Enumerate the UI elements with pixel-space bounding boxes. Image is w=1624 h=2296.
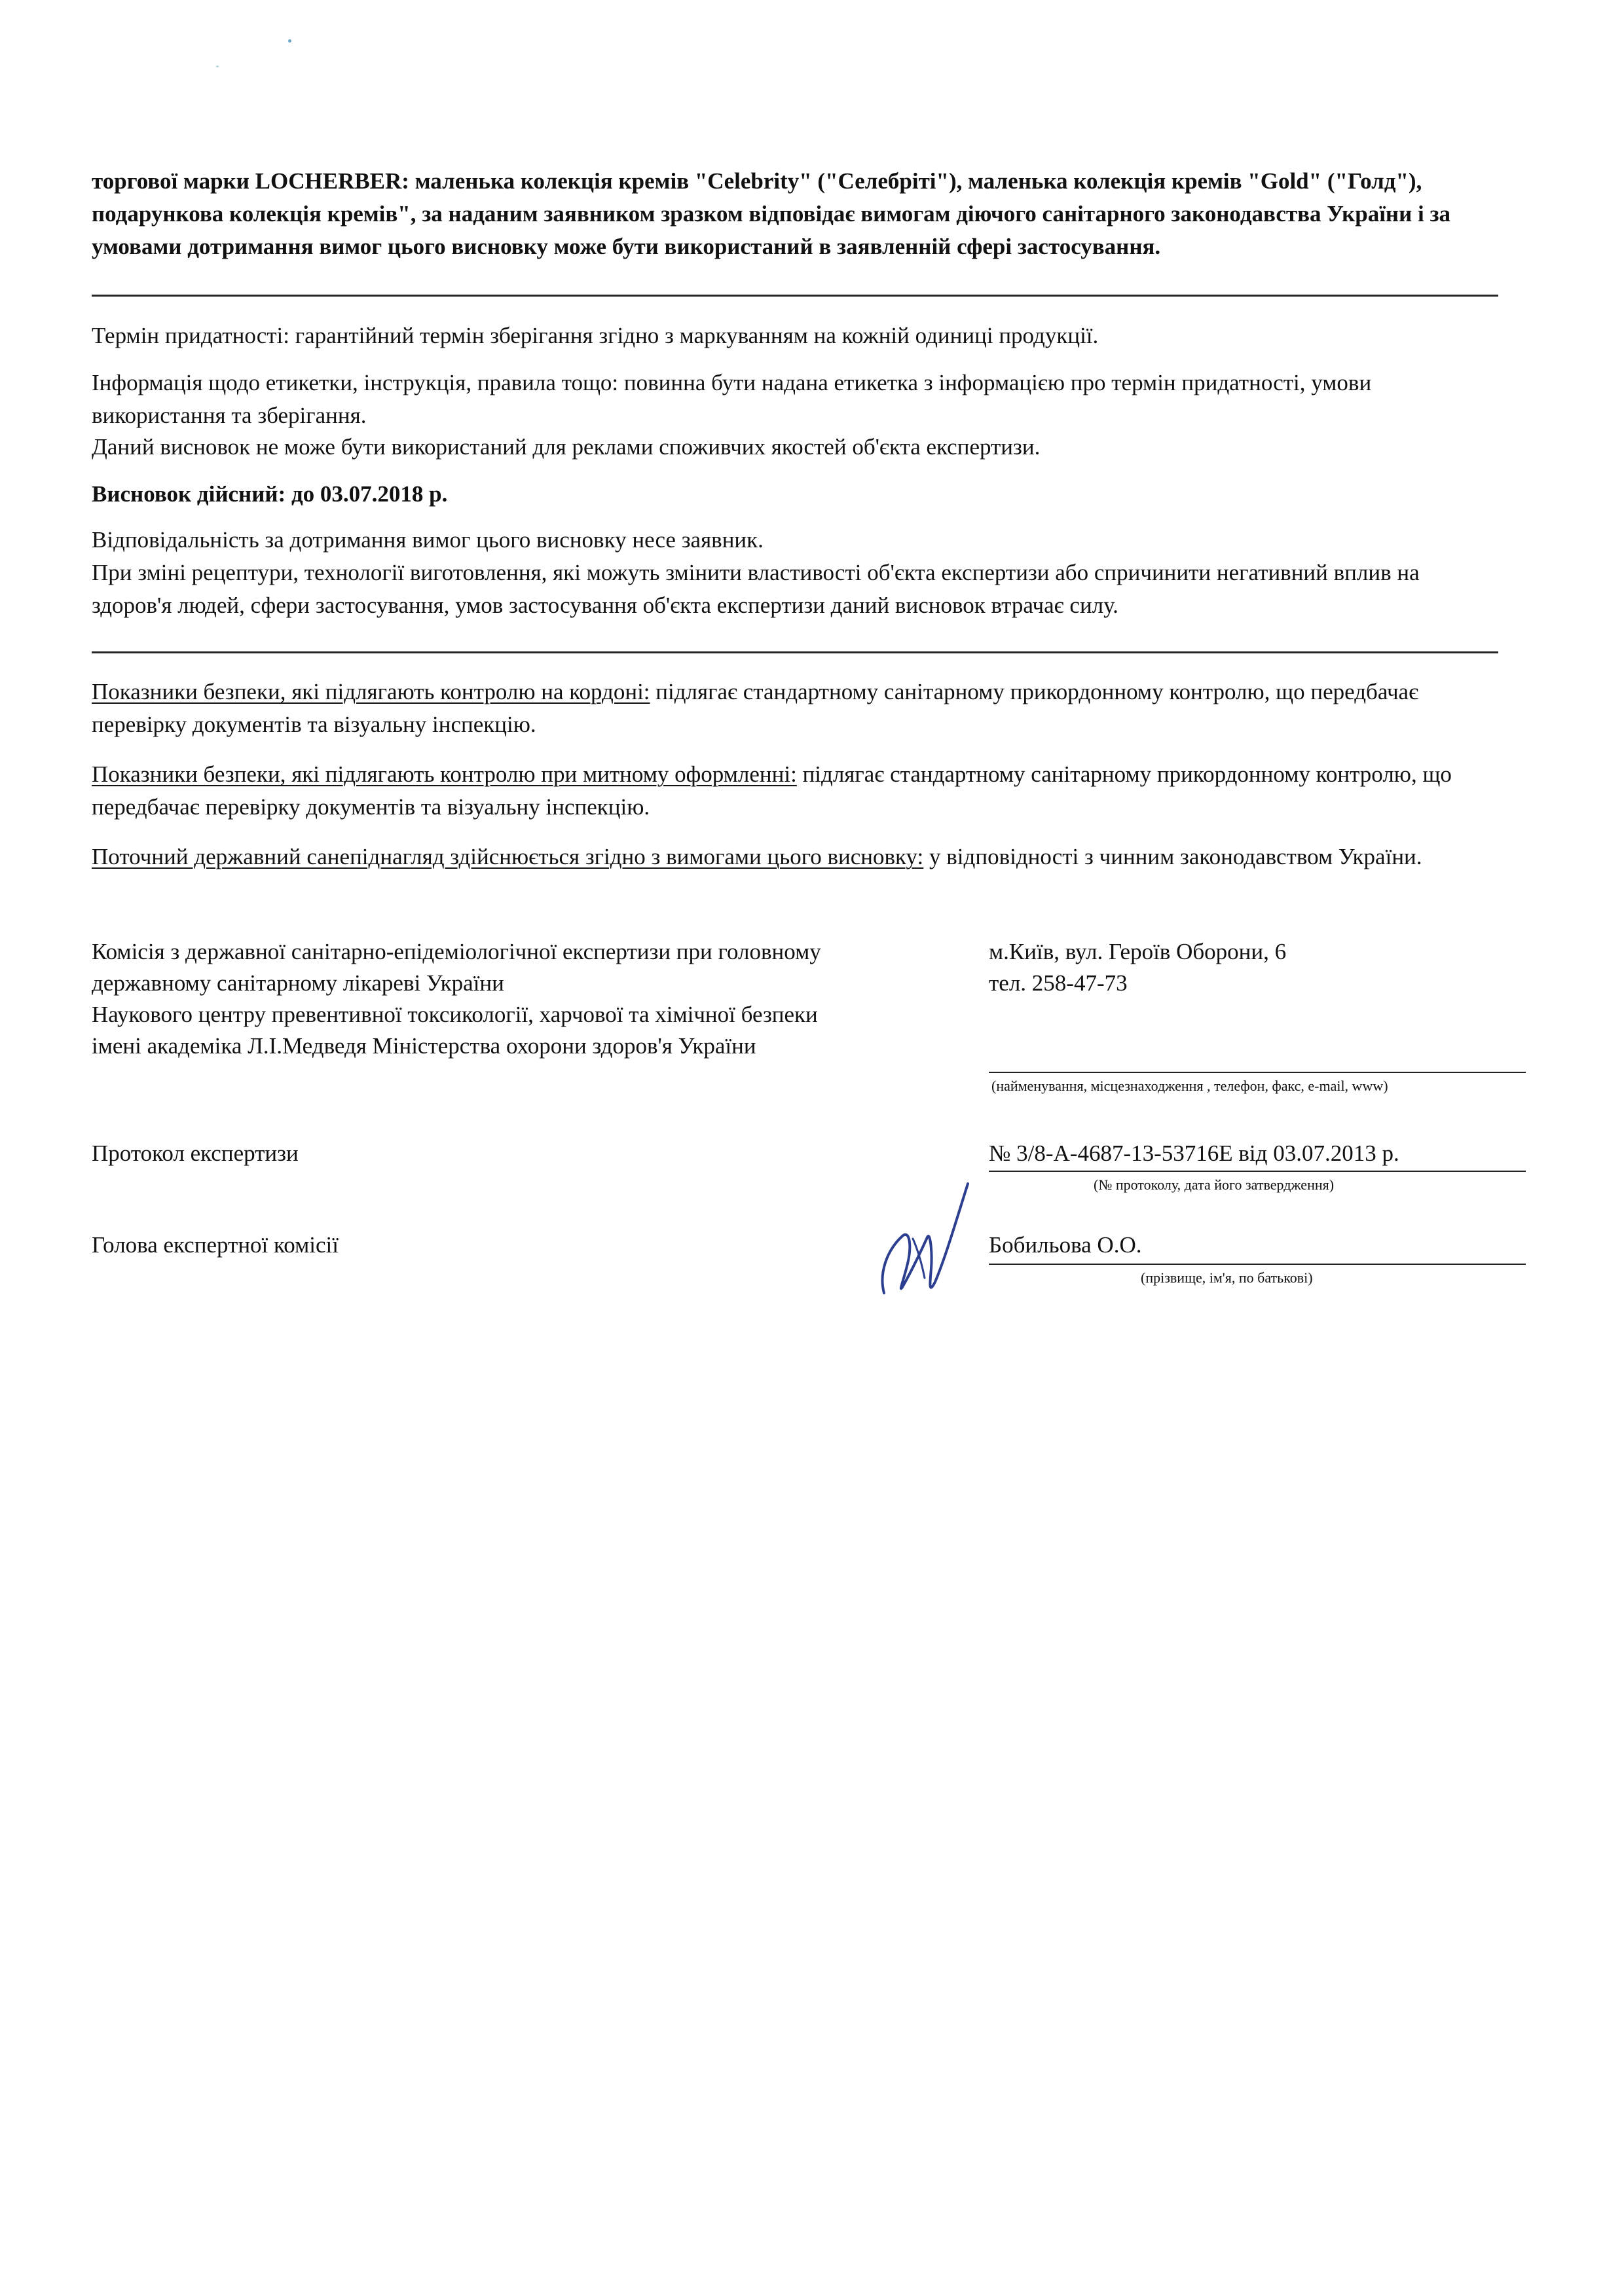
address-block <box>989 936 1526 999</box>
protocol-value: № 3/8-А-4687-13-53716Е від 03.07.2013 р. <box>989 1140 1399 1166</box>
head-caption: (прізвище, ім'я, по батькові) <box>1141 1269 1313 1286</box>
commission-line: Наукового центру превентивної токсикології, харчової та хімічної безпеки <box>92 1002 818 1027</box>
commission-block <box>92 936 969 1062</box>
protocol-label: Протокол експертизи <box>92 1140 299 1166</box>
label-info-text: Інформація щодо етикетки, інструкція, правила тощо: повинна бути надана етикетка з інформацією про термін придатності, умови використання та зберігання. <box>92 370 1372 428</box>
intro-paragraph: торгової марки LOCHERBER: маленька колекція кремів "Celebrity" ("Селебріті"), маленька колекція кремів "Gold" ("Голд"), подарункова колекція кремів", за наданим заявником зразком відповідає вимогам діючого санітарного законодавства України і за умовами дотримання вимог цього висновку може бути використаний в заявленній сфері застосування. <box>92 168 1451 259</box>
scan-speck <box>216 65 219 67</box>
supervision-value: у відповідності з чинним законодавством України. <box>923 844 1422 869</box>
divider <box>92 651 1498 653</box>
scan-speck <box>288 39 291 43</box>
recipe-change-text: При зміні рецептури, технології виготовлення, які можуть змінити властивості об'єкта експертизи або спричинити негативний вплив на здоров'я людей, сфери застосування, умов застосування об'єкта експертизи даний висновок втрачає силу. <box>92 560 1420 618</box>
protocol-underline <box>989 1171 1526 1172</box>
divider <box>92 295 1498 297</box>
commission-line: Комісія з державної санітарно-епідеміологічної експертизи при головному <box>92 939 821 964</box>
phone-line: тел. 258-47-73 <box>989 970 1128 996</box>
supervision-label: Поточний державний санепіднагляд здійснюється згідно з вимогами цього висновку: <box>92 844 924 869</box>
head-label: Голова експертної комісії <box>92 1232 339 1258</box>
address-line: м.Київ, вул. Героїв Оборони, 6 <box>989 939 1287 964</box>
border-control-label: Показники безпеки, які підлягають контролю на кордоні: <box>92 679 650 704</box>
head-underline <box>989 1264 1526 1265</box>
commission-line: державному санітарному лікареві України <box>92 970 504 996</box>
customs-control-label: Показники безпеки, які підлягають контролю при митному оформленні: <box>92 761 797 787</box>
commission-line: імені академіка Л.І.Медведя Міністерства охорони здоров'я України <box>92 1033 756 1059</box>
protocol-caption: (№ протоколу, дата його затвердження) <box>1094 1176 1335 1193</box>
customs-control-text <box>92 758 1493 824</box>
address-underline <box>989 1072 1526 1073</box>
customs-control-value: підлягає стандартному санітарному прикордонному контролю, що передбачає перевірку документів та візуальну інспекцію. <box>92 761 1452 820</box>
border-control-value: підлягає стандартному санітарному прикордонному контролю, що передбачає перевірку документів та візуальну інспекцію. <box>92 679 1419 737</box>
signature-image <box>864 1159 995 1303</box>
responsibility-text: Відповідальність за дотримання вимог цього висновку несе заявник. <box>92 527 764 553</box>
valid-until: Висновок дійсний: до 03.07.2018 р. <box>92 481 448 507</box>
shelf-life-text: Термін придатності: гарантійний термін зберігання згідно з маркуванням на кожній одиниці продукції. <box>92 323 1099 348</box>
head-name: Бобильова О.О. <box>989 1232 1142 1258</box>
border-control-text <box>92 676 1493 741</box>
address-caption: (найменування, місцезнаходження , телефон, факс, e-mail, www) <box>991 1078 1388 1094</box>
advertising-note: Даний висновок не може бути використаний для реклами споживчих якостей об'єкта експертизи. <box>92 434 1041 460</box>
supervision-text <box>92 841 1493 873</box>
